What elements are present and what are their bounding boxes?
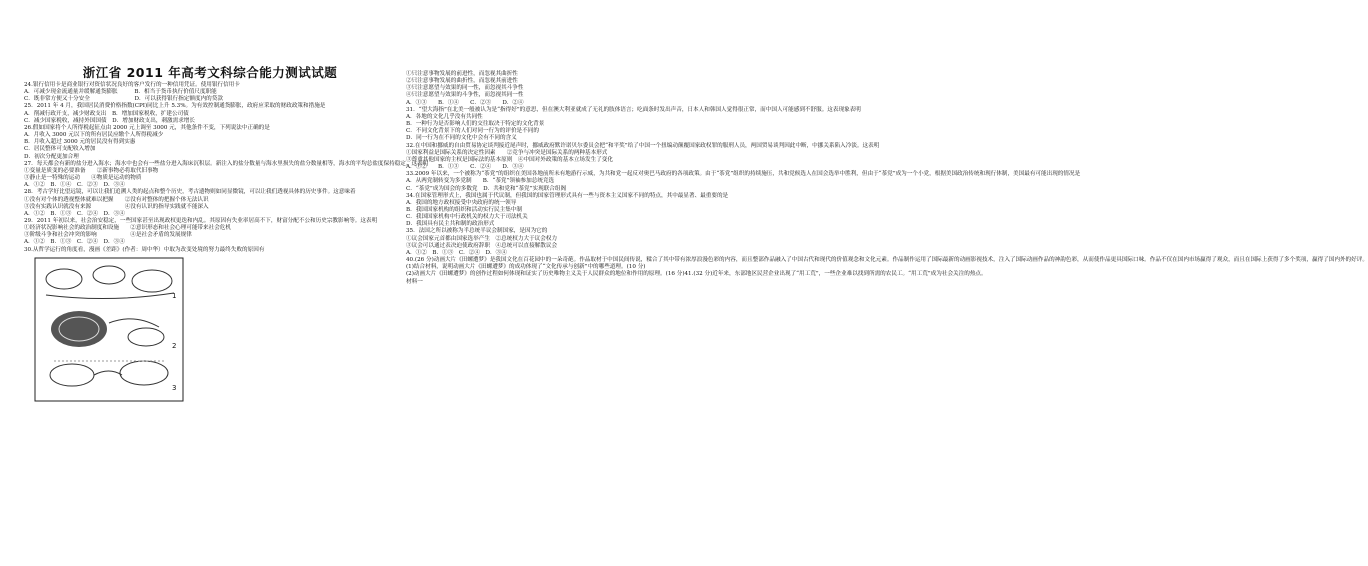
text-line: ③阶级斗争和社会冲突的影响 ④是社会矛盾的发展规律 xyxy=(24,232,192,239)
text-line: ①变量是质变的必要准备 ②新事物必将取代旧事物 xyxy=(24,167,159,174)
text-line: 35．法国之所以被称为半总统半议会制国家，是因为它的 xyxy=(406,228,548,235)
text-line: B．月收入超过 3000 元的居民没有得到实惠 xyxy=(24,139,136,146)
text-line: B．我国国家机构的组织和活动实行民主集中制 xyxy=(406,206,522,213)
text-line: C．减少国家税收，减持外国国债 D．增加财政支出，刺激需求增长 xyxy=(24,117,195,124)
text-line: ③只注意愿望与效果的同一性，而忽视其斗争性 xyxy=(406,85,524,92)
text-line: ②只注意事物发展的曲折性，而忽视其前进性 xyxy=(406,78,518,85)
text-line: ①议会国家元首都由国家选举产生 ②总统权力大于议会权力 xyxy=(406,235,558,242)
panel-label: 2 xyxy=(172,341,177,350)
cartoon-figure xyxy=(34,257,184,402)
text-line: ③议会可以通过表决迫使政府辞职 ④总统可以直接解散议会 xyxy=(406,242,558,249)
text-line: A．①② B．①③ C．②④ D．③④ xyxy=(24,210,125,217)
text-line: 30.从哲学运行的角度看，漫画《差距》(作者：周中华）中取为改变处境的努力最终失败的原因有 xyxy=(24,246,265,253)
text-line: 29．2011 年初以来，社会治安稳定，一些国家甚至出现政权更迭和内乱。其原因有失业率居高不下，财富分配不公和历史宗教影响等。这表明 xyxy=(24,217,378,224)
text-line: ④只注意愿望与效果的斗争性，而忽视其同一性 xyxy=(406,92,524,99)
text-line: 24.银行信用卡是商业银行对资信状况良好的客户发行的一种信用凭证。使用银行信用卡 xyxy=(24,82,240,88)
cartoon-drawing xyxy=(34,257,184,402)
text-line: ①国家利益是国际关系的决定性因素 ②竞争与冲突是国际关系的两种基本形式 xyxy=(406,149,608,156)
text-line: A．削减行政开支，减少财政支出 B．增加国家税收，扩建公司债 xyxy=(24,110,189,117)
panel-label: 1 xyxy=(172,291,177,300)
text-line: A．①② B．①③ C．②④ D．③④ xyxy=(24,239,125,246)
text-line: 25．2011 年 4 月，我国居民消费价格指数(CPI)同比上升 5.3%。为有效控制通货膨胀，政府应采取的财政政策和措施是 xyxy=(24,103,326,110)
text-line: (2)动画大片《田螺遭梦》的创作过程如何体现和证实了历史唯物主义关于人民群众的地位和作用的原理。(16 分)41.(32 分)近年来，东部地区民营企业出现了“用工荒”，一些企业难以找到所需的农民工。“用工荒”成为社会关注的热点。 xyxy=(406,271,987,278)
text-line: D．初次分配更加合理 xyxy=(24,153,79,160)
text-line: A．从两党制转变为多党制 B．“茶党”领袖参加总统竞选 xyxy=(406,178,555,185)
text-line: A．①② B．①④ C．②③ D．③④ xyxy=(24,182,125,189)
text-line: 33.2009 年以来，一个被称为“茶党”的组织在美国各地前所未有地游行示威，为共和党一起反对奥巴马政府的各项政策。由于“茶党”组织的持续施压，共和党候选人在国会选举中胜利，但由于“茶党”成为一个小党，根据美国政治传统和现行体制，美国最有可能出现的情况是 xyxy=(406,171,1081,178)
exam-title: 浙江省 2011 年高考文科综合能力测试试题 xyxy=(82,65,338,80)
text-line: 40.(26 分)动画大片《田螺遭梦》是我国文化在百花园中的一朵奇葩。作品取材于中国民间传说，糅合了其中带有浓厚浪漫色彩的内容，而且整部作品融入了中国古代和现代的价值观念和文化元素。作品制作运用了国际最新的动画影视技术，注入了国际动画作品的神韵色彩，从而使作品更具国际口味。作品不仅在国内市场赢得了观众，而且在国际上获得了多个奖项，赢得了国内外的好评。 xyxy=(406,257,1368,264)
text-line: 材料一 xyxy=(406,278,423,285)
text-line: C．不同文化背景下的人们对同一行为的评价是不同的 xyxy=(406,128,539,135)
text-line: C．既非常方便又十分安全 D．可以获得银行指定额度内的贷款 xyxy=(24,96,223,103)
text-line: ③没有实践认识就没有来源 ④没有认识的指导实践就不能深入 xyxy=(24,203,209,210)
text-line: A．各地的文化几乎没有共同性 xyxy=(406,113,483,120)
text-line: A．①③ B．①④ C．②③ D．②④ xyxy=(406,99,524,106)
text-line: C．我国国家机构中行政机关的权力大于司法机关 xyxy=(406,214,528,221)
text-line: A．①② B．①③ C．②④ D．③④ xyxy=(406,249,507,256)
text-line: 26.假如国家将个人所得税起征点由 2000 元上调至 3000 元，其他条件不变，下列说法中正确的是 xyxy=(24,124,270,131)
text-line: D．同一行为在不同的文化中会有不同的含义 xyxy=(406,135,517,142)
text-line: A．①② B．①③ C．②④ D．③④ xyxy=(406,164,524,171)
text-line: ①经济状况影响社会的政治制度和设施 ②意识形态和社会心理可能带来社会危机 xyxy=(24,225,231,232)
text-line: A．月收入 3000 元以下的所有居民应缴个人所得税减少 xyxy=(24,132,164,139)
panel-label: 3 xyxy=(172,383,177,392)
text-line: 28．考古学好比望远镜，可以让我们追溯人类的起点和整个历史，考古遗物则如同显微镜，可以让我们透视具体的历史事件。这意味着 xyxy=(24,189,356,196)
text-line: 27．每天都会有新的盐分进入海水；海水中也会有一些盐分进入海床沉积层。新注入的盐分数量与海水里损失的盐分数量相等，海水的平均总盐度保持稳定。这表明 xyxy=(24,160,429,167)
right-column xyxy=(406,71,1368,286)
text-line: 34.在国家管理形式上，我国也属于代议制，但我国的国家管理形式具有一些与资本主义国家不同的特点，其中最显著、最重要的是 xyxy=(406,192,729,199)
text-line: C．居民整体可支配收入增加 xyxy=(24,146,96,153)
text-line: 32.在中国和挪威的自由贸易协定谈判接近尾声时，挪威政府默许诺贝尔委员会把“和平奖”给了中国一个扭编动颠覆国家政权罪的服刑人员，两国贸易谈判因此中断，中挪关系陷入冷淡。这表明 xyxy=(406,142,880,149)
text-line: D．我国具有民主共和制的政治形式 xyxy=(406,221,495,228)
text-line: C．“茶党”成为国会的多数党 D．共和党和“茶党”实现联合组阁 xyxy=(406,185,567,192)
text-line: ③静止是一特殊的运动 ④物质是运动的物质 xyxy=(24,175,142,182)
text-line: ①只注意事物发展的前进性，而忽视其曲折性 xyxy=(406,71,518,77)
text-line: B．一种行为是否影响人们的交往取决于特定的文化背景 xyxy=(406,121,545,128)
text-line: 31．“望大海指”在北美一般被认为是“指得好”的意思，但在澳大利亚就成了无礼的肢体语言；吃面条时发出声音，日本人和韩国人觉得很正常，而中国人可能感到不舒服。这表现象表明 xyxy=(406,106,861,113)
text-line: A．可减少现金流通量并缓解通货膨胀 B．相当于货币执行价值尺度职能 xyxy=(24,89,217,96)
text-line: (1)结合材料，说明动画大片《田螺遭梦》的成功体现了“文化传承与创新”中的哪些道理。(10 分) xyxy=(406,264,646,271)
text-line: ①没有对个体的透视整体就难以把握 ②没有对整体的把握个体无法认识 xyxy=(24,196,209,203)
text-line: ③尊重其他国家的主权是国际法的基本原则 ④中国对外政策的基本立场发生了变化 xyxy=(406,156,613,163)
text-line: A．我国的地方政权接受中央政府的统一领导 xyxy=(406,199,517,206)
